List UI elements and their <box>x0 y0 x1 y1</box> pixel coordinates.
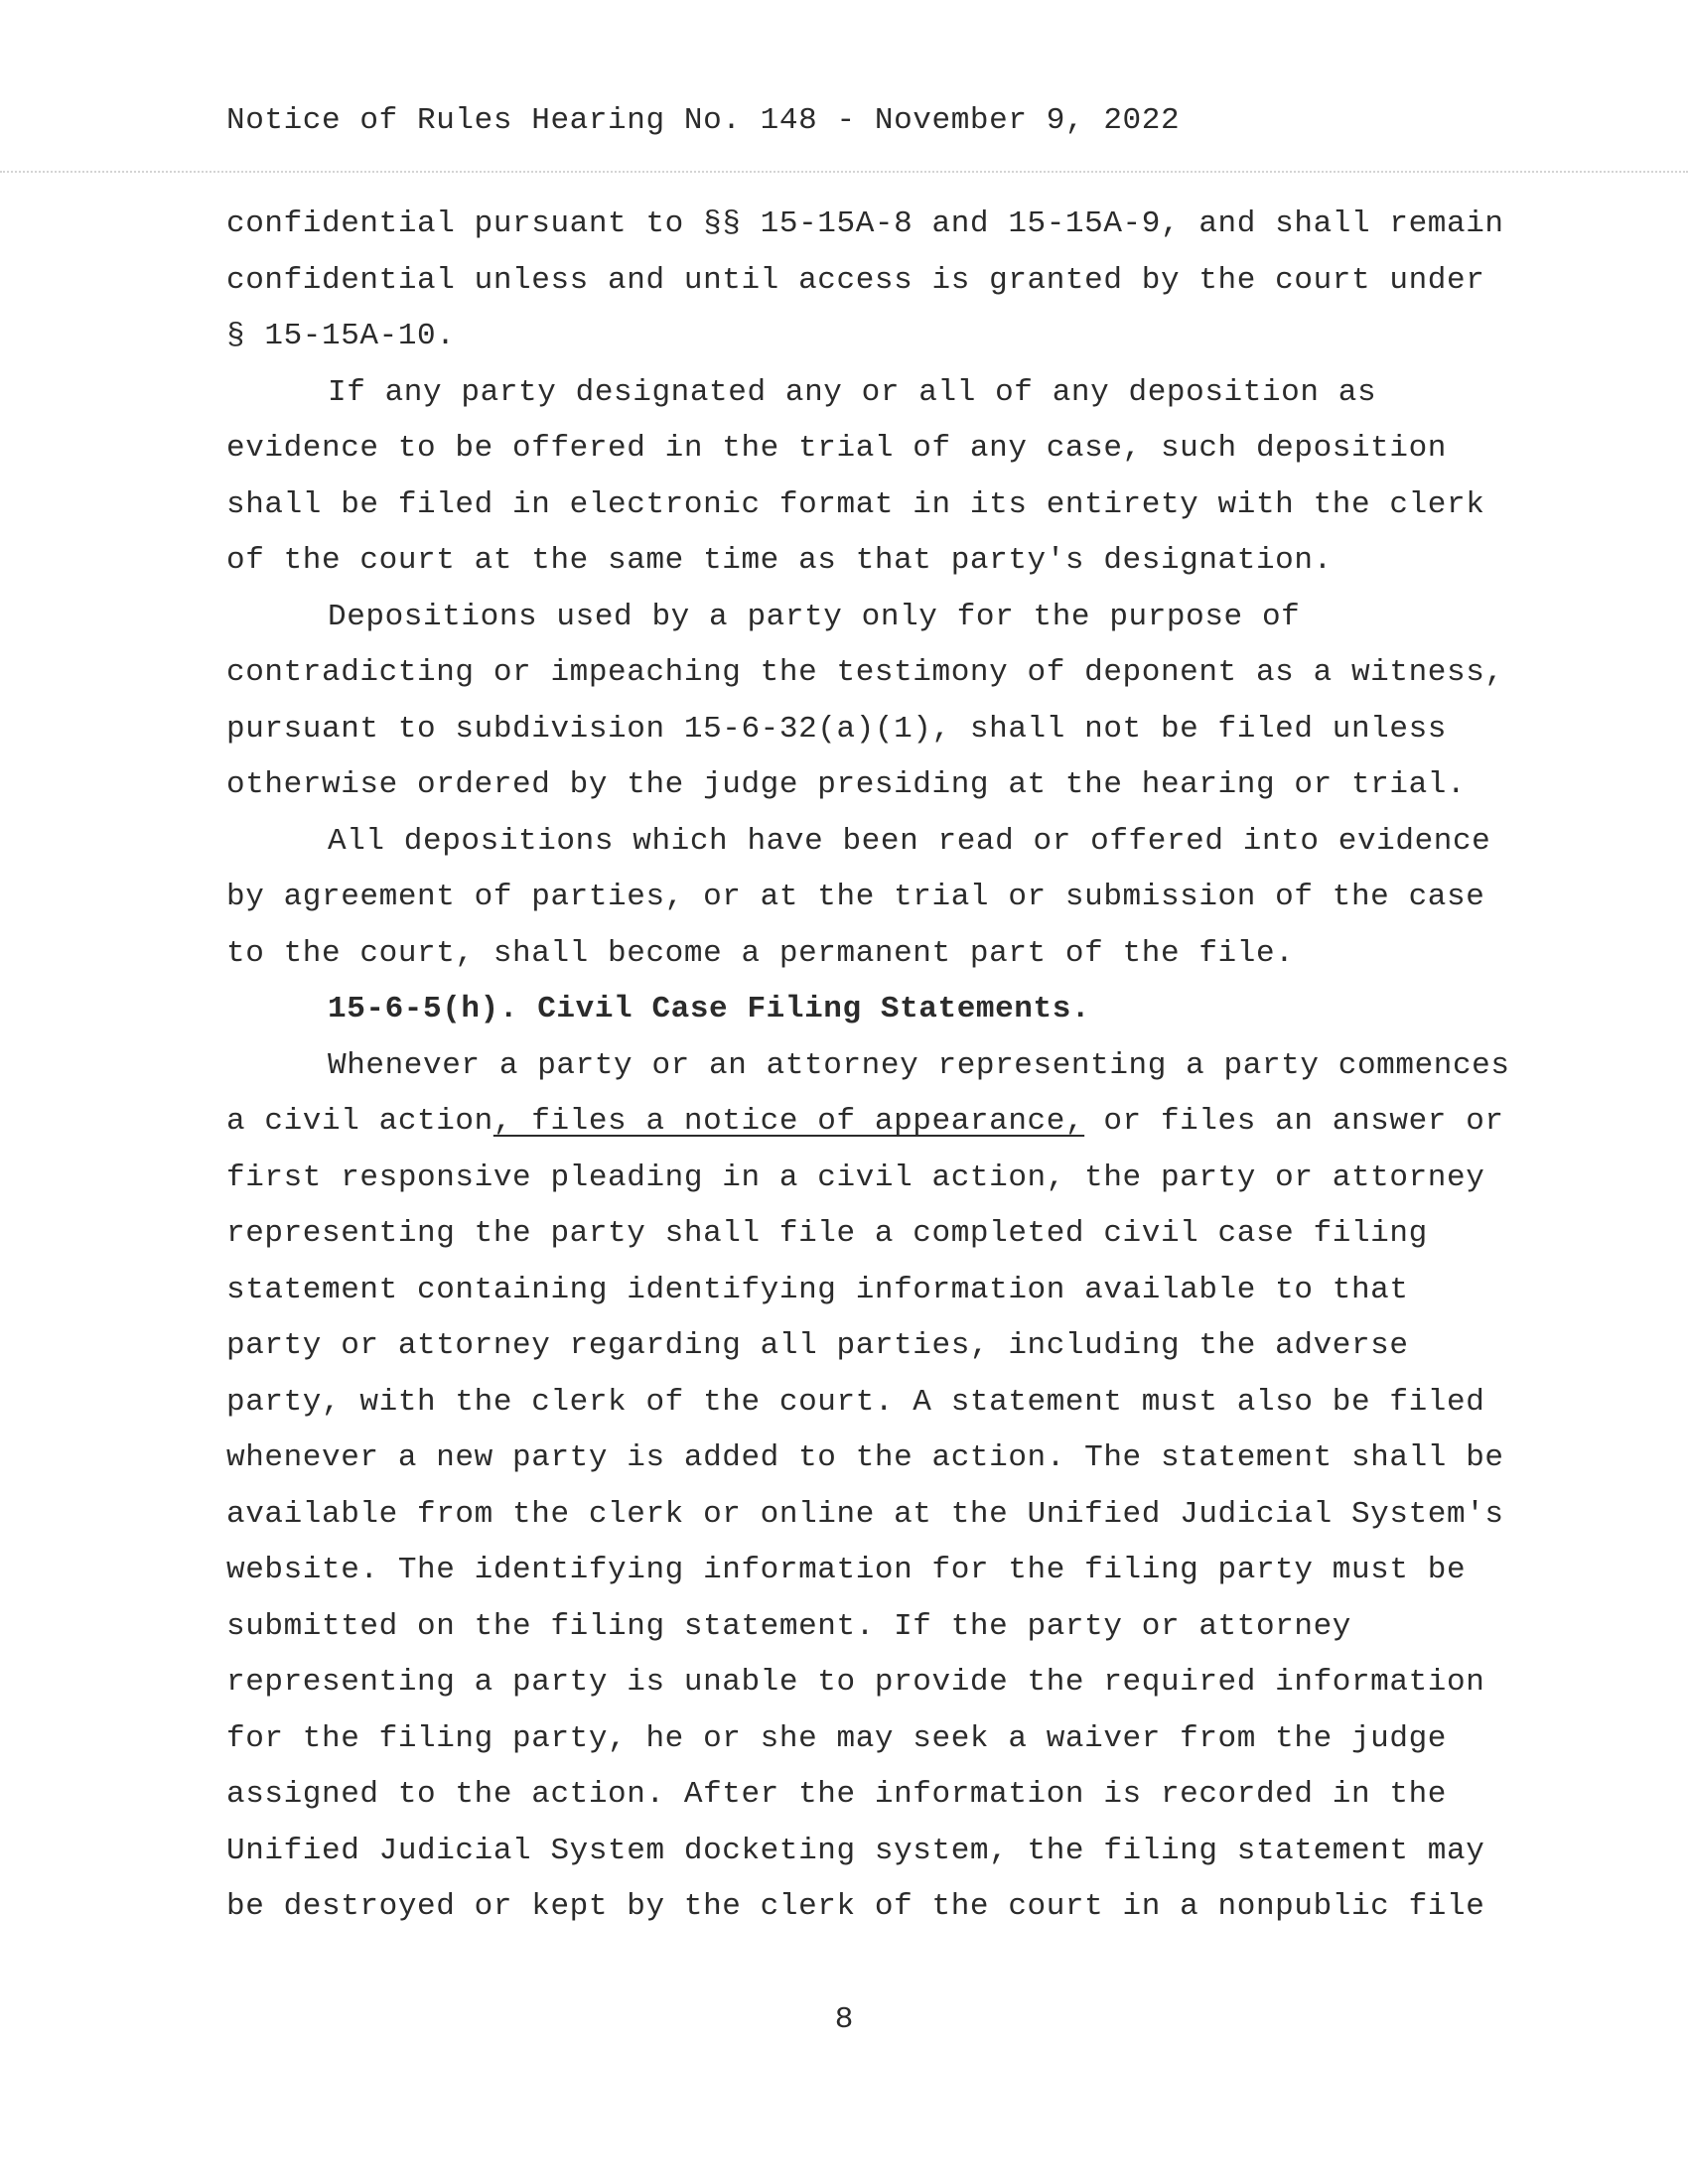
document-body <box>226 197 1577 1936</box>
text-line: party, with the clerk of the court. A statement must also be filed <box>226 1384 1485 1420</box>
text-line: evidence to be offered in the trial of any case, such deposition <box>226 431 1447 466</box>
text-segment: a civil action <box>226 1104 493 1139</box>
text-line: Unified Judicial System docketing system, the filing statement may <box>226 1833 1485 1868</box>
text-line: shall be filed in electronic format in its entirety with the clerk <box>226 486 1485 522</box>
text-line: § 15-15A-10. <box>226 319 456 353</box>
text-line: All depositions which have been read or offered into evidence <box>328 823 1491 859</box>
text-line: pursuant to subdivision 15-6-32(a)(1), shall not be filed unless <box>226 711 1447 747</box>
text-line <box>226 1094 1577 1151</box>
text-line: statement containing identifying information available to that <box>226 1272 1409 1307</box>
text-line: representing the party shall file a completed civil case filing <box>226 1216 1428 1251</box>
text-line: for the filing party, he or she may seek a waiver from the judge <box>226 1720 1447 1756</box>
text-line: by agreement of parties, or at the trial or submission of the case <box>226 880 1485 914</box>
text-line: contradicting or impeaching the testimony of deponent as a witness, <box>226 655 1504 690</box>
text-line: whenever a new party is added to the action. The statement shall be <box>226 1440 1504 1475</box>
text-line: If any party designated any or all of any deposition as <box>328 374 1377 410</box>
page-number: 8 <box>834 2002 854 2037</box>
text-line: website. The identifying information for the filing party must be <box>226 1553 1467 1587</box>
text-line: Whenever a party or an attorney representing a party commences <box>328 1047 1510 1083</box>
text-line: available from the clerk or online at the Unified Judicial System's <box>226 1496 1504 1532</box>
paragraph-confidential <box>226 197 1577 365</box>
paragraph-deposition-designation <box>226 365 1577 590</box>
inserted-text: , files a notice of appearance, <box>492 1104 1085 1139</box>
text-line: submitted on the filing statement. If the party or attorney <box>226 1608 1351 1644</box>
text-line: party or attorney regarding all parties, including the adverse <box>226 1328 1409 1363</box>
header-divider <box>0 171 1688 173</box>
text-line: of the court at the same time as that party's designation. <box>226 543 1333 578</box>
text-line: assigned to the action. After the information is recorded in the <box>226 1777 1447 1812</box>
text-line: confidential pursuant to §§ 15-15A-8 and 15-15A-9, and shall remain <box>226 206 1504 241</box>
text-line: confidential unless and until access is granted by the court under <box>226 262 1485 298</box>
text-line: first responsive pleading in a civil action, the party or attorney <box>226 1160 1485 1195</box>
text-line: be destroyed or kept by the clerk of the court in a nonpublic file <box>226 1889 1485 1924</box>
section-heading: 15-6-5(h). Civil Case Filing Statements. <box>328 992 1091 1026</box>
page-header: Notice of Rules Hearing No. 148 - November 9, 2022 <box>226 103 1181 138</box>
text-line: otherwise ordered by the judge presiding at the hearing or trial. <box>226 767 1467 802</box>
text-line: representing a party is unable to provide the required information <box>226 1665 1485 1700</box>
text-segment: or files an answer or <box>1084 1104 1504 1139</box>
paragraph-filing-statements <box>226 1038 1577 1936</box>
text-line: to the court, shall become a permanent part of the file. <box>226 935 1295 971</box>
text-line: Depositions used by a party only for the purpose of <box>328 599 1301 634</box>
paragraph-depositions-permanent <box>226 814 1577 983</box>
paragraph-depositions-impeaching <box>226 590 1577 814</box>
